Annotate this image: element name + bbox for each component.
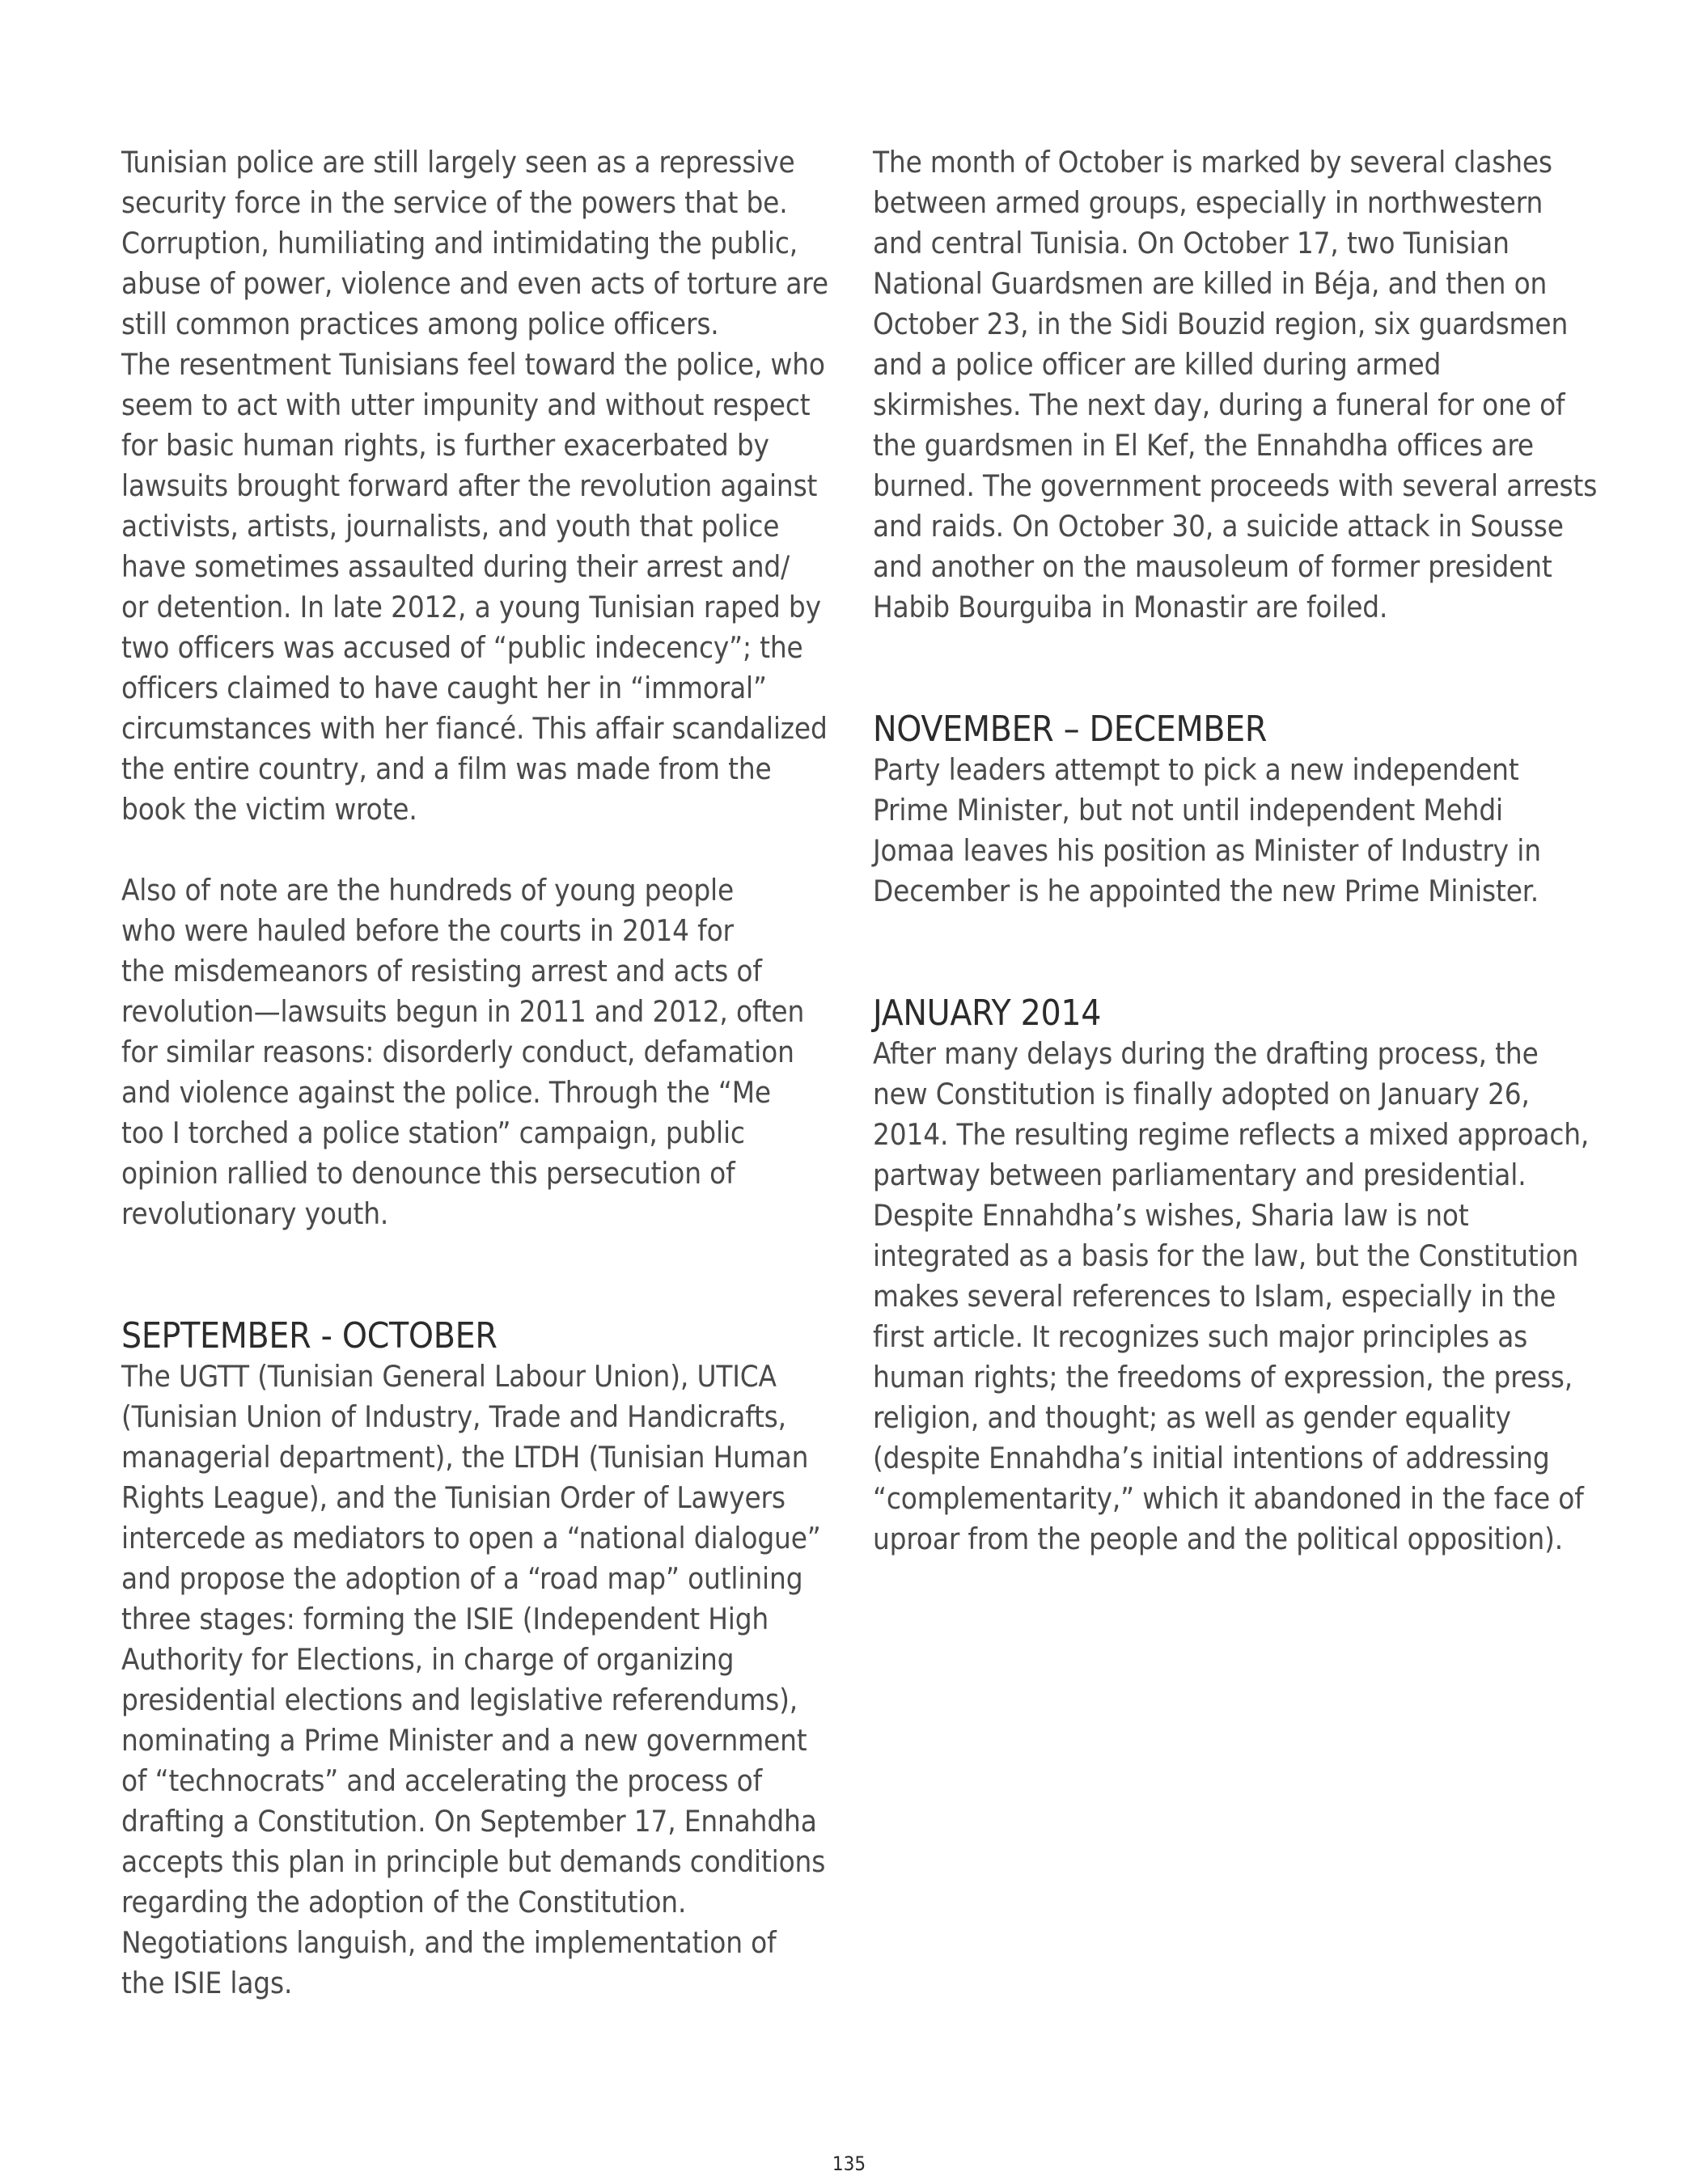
section-body-september-october: The UGTT (Tunisian General Labour Union), UTICA (Tunisian Union of Industry, Trade and Handicrafts, managerial department), the LTDH (Tunisian Human Rights League), and the Tunisian Order of Lawyers intercede as mediators to open a “national dialogue” and propose the adoption of a “road map” outlining three stages: forming the ISIE (Independent High Authority for Elections, in charge of organizing presidential elections and legislative referendums), nominating a Prime Minister and a new government of “technocrats” and accelerating the process of drafting a Constitution. On September 17, Ennahdha accepts this plan in principle but demands conditions regarding the adoption of the Constitution. Negotiations languish, and the implementation of the ISIE lags.	[121, 1359, 826, 2000]
section-body-november-december: Party leaders attempt to pick a new independent Prime Minister, but not until independent Mehdi Jomaa leaves his position as Minister of Industry in December is he appointed the new Prime Minister.	[873, 752, 1541, 908]
page-number: 135	[832, 2152, 866, 2175]
left-column	[121, 142, 833, 2004]
section-heading-january-2014: JANUARY 2014	[873, 993, 1102, 1034]
section-body-january-2014: After many delays during the drafting process, the new Constitution is finally adopted on January 26, 2014. The resulting regime reflects a mixed approach, partway between parliamentary and presidential. Despite Ennahdha’s wishes, Sharia law is not integrated as a basis for the law, but the Constitution makes several references to Islam, especially in the first article. It recognizes such major principles as human rights; the freedoms of expression, the press, religion, and thought; as well as gender equality (despite Ennahdha’s initial intentions of addressing “complementarity,” which it abandoned in the face of uproar from the people and the political opposition).	[873, 1036, 1590, 1556]
intro-paragraph-police: Tunisian police are still largely seen as a repressive security force in the service of the powers that be. Corruption, humiliating and intimidating the public, abuse of power, violence and even acts of torture are still common practices among police officers. The resentment Tunisians feel toward the police, who seem to act with utter impunity and without respect for basic human rights, is further exacerbated by lawsuits brought forward after the revolution against activists, artists, journalists, and youth that police have sometimes assaulted during their arrest and/ or detention. In late 2012, a young Tunisian raped by two officers was accused of “public indecency”; the officers claimed to have caught her in “immoral” circumstances with her fiancé. This affair scandalized the entire country, and a film was made from the book the victim wrote.	[121, 145, 828, 827]
intro-paragraph-youth: Also of note are the hundreds of young people who were hauled before the courts in 2014 for the misdemeanors of resisting arrest and acts of revolution—lawsuits begun in 2011 and 2012, often for similar reasons: disorderly conduct, defamation and violence against the police. Through the “Me too I torched a police station” campaign, public opinion rallied to denounce this persecution of revolutionary youth.	[121, 873, 805, 1231]
section-heading-november-december: NOVEMBER – DECEMBER	[873, 709, 1268, 750]
right-column	[873, 142, 1601, 1560]
section-heading-september-october: SEPTEMBER - OCTOBER	[121, 1315, 498, 1357]
october-clashes-paragraph: The month of October is marked by several clashes between armed groups, especially in northwestern and central Tunisia. On October 17, two Tunisian National Guardsmen are killed in Béja, and then on October 23, in the Sidi Bouzid region, six guardsmen and a police officer are killed during armed skirmishes. The next day, during a funeral for one of the guardsmen in El Kef, the Ennahdha offices are burned. The government proceeds with several arrests and raids. On October 30, a suicide attack in Sousse and another on the mausoleum of former president Habib Bourguiba in Monastir are foiled.	[873, 145, 1598, 624]
